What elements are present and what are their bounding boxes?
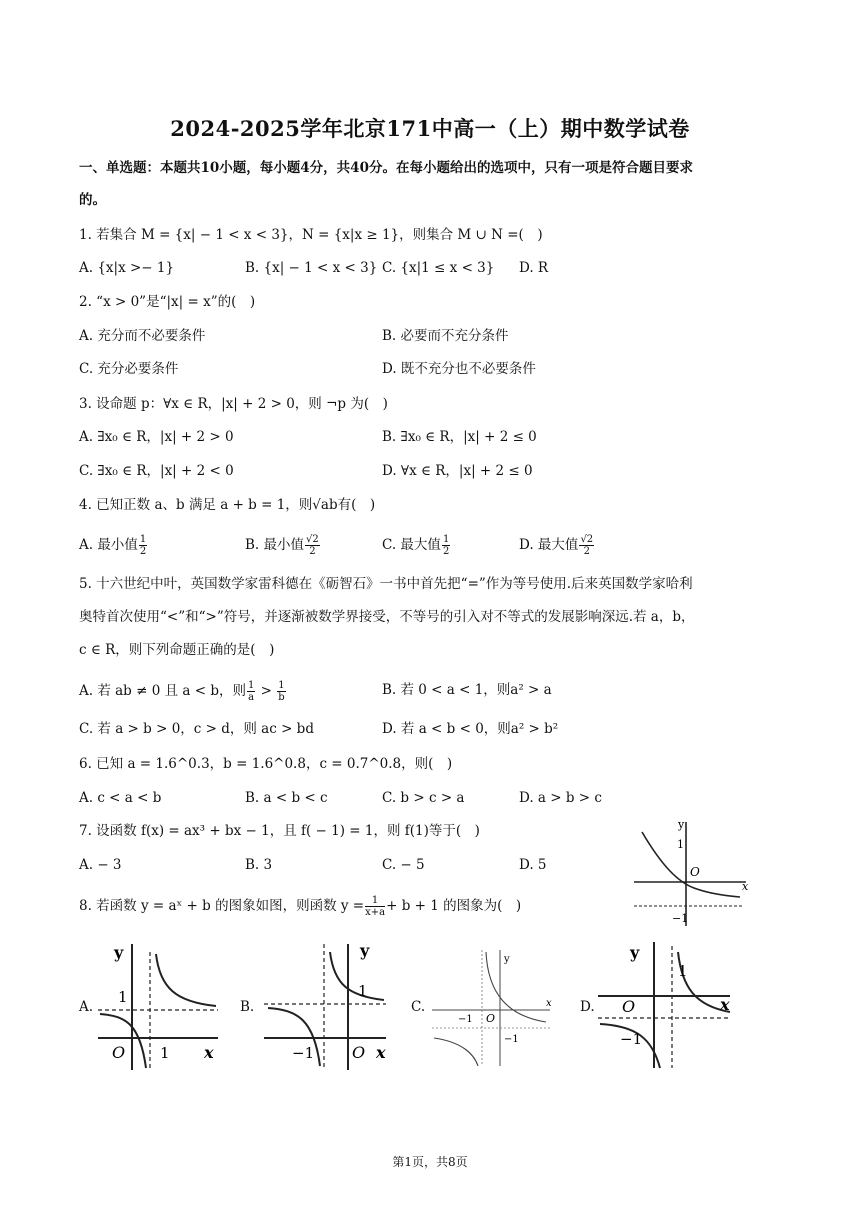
greater-than-sign: >	[260, 683, 272, 699]
q2-stem: 2. “x > 0”是“|x| = x”的( )	[79, 294, 256, 310]
fraction	[139, 534, 147, 557]
q1-stem: 1. 若集合 M = {x| − 1 < x < 3}，N = {x|x ≥ 1}，则集合 M ∪ N =( )	[79, 227, 543, 243]
q5-stem-line1: 5. 十六世纪中叶，英国数学家雷科德在《砺智石》一书中首先把“=”作为等号使用.后来英国数学家哈利	[79, 576, 693, 592]
q8-graph-a	[96, 938, 224, 1072]
q6-option-c: C. b > c > a	[382, 790, 465, 806]
q4-option-a	[79, 534, 148, 557]
q3-option-c: C. ∃x₀ ∈ R，|x| + 2 < 0	[79, 463, 234, 479]
y-label: y	[114, 943, 124, 962]
tick-1-label: 1	[358, 982, 368, 1000]
fraction-numerator: 1	[139, 534, 147, 545]
x-label: x	[376, 1043, 386, 1062]
page-title: 2024-2025学年北京171中高一（上）期中数学试卷	[170, 116, 690, 141]
q7-option-d: D. 5	[519, 857, 547, 873]
fraction-denominator: b	[278, 692, 285, 703]
y-label: y	[678, 818, 685, 831]
origin-label: O	[486, 1012, 496, 1025]
fraction	[365, 895, 385, 918]
curve-right	[156, 954, 216, 1006]
origin-label: O	[690, 865, 700, 879]
page-footer: 第1页，共8页	[392, 1155, 468, 1169]
section-heading: 一、单选题：本题共10小题，每小题4分，共40分。在每小题给出的选项中，只有一项是符合题目要求	[79, 160, 693, 176]
tick-1-label: 1	[678, 962, 688, 980]
q4-option-d-text: D. 最大值	[519, 537, 579, 553]
origin-label: O	[112, 1043, 126, 1062]
q1-option-b: B. {x| − 1 < x < 3}	[245, 260, 378, 276]
tick-1-x-label: 1	[160, 1044, 170, 1062]
q8-option-c-label: C.	[411, 999, 426, 1015]
q7-stem: 7. 设函数 f(x) = ax³ + bx − 1，且 f( − 1) = 1，则 f(1)等于( )	[79, 823, 480, 839]
tick-1-label: 1	[118, 988, 128, 1006]
q5-option-a-text: A. 若 ab ≠ 0 且 a < b，则	[79, 683, 246, 699]
fraction-denominator: x+a	[365, 907, 386, 918]
q4-option-c-text: C. 最大值	[382, 537, 441, 553]
origin-label: O	[622, 997, 636, 1016]
tick-neg1-label: −1	[620, 1030, 643, 1048]
q8-option-b-label: B.	[240, 999, 255, 1015]
q5-option-a	[79, 680, 287, 703]
q4-option-c	[382, 534, 451, 557]
fraction-numerator: √2	[306, 534, 319, 545]
tick-neg1-y-label: −1	[504, 1034, 519, 1045]
tick-neg1-label: −1	[292, 1044, 315, 1062]
q3-option-d: D. ∀x ∈ R，|x| + 2 ≤ 0	[382, 463, 533, 479]
fraction-numerator: √2	[580, 534, 594, 545]
y-label: y	[360, 941, 370, 960]
q3-option-b: B. ∃x₀ ∈ R，|x| + 2 ≤ 0	[382, 429, 537, 445]
fraction-denominator: 2	[309, 546, 316, 557]
fraction-denominator: 2	[442, 546, 450, 557]
tick-neg1-label: −1	[672, 912, 689, 925]
tick-neg1-x-label: −1	[458, 1014, 473, 1025]
q1-option-a: A. {x|x >− 1}	[79, 260, 175, 276]
x-label: x	[204, 1043, 214, 1062]
q1-option-d: D. R	[519, 260, 549, 276]
x-label: x	[546, 998, 552, 1009]
q4-option-b	[245, 534, 321, 557]
q2-option-d: D. 既不充分也不必要条件	[382, 361, 536, 377]
q8-option-a-label: A.	[79, 999, 94, 1015]
q4-option-d	[519, 534, 595, 557]
exponential-graph-figure	[628, 818, 754, 930]
fraction-numerator: 1	[442, 534, 450, 545]
q7-option-b: B. 3	[245, 857, 273, 873]
q2-option-a: A. 充分而不必要条件	[79, 328, 206, 344]
x-label: x	[720, 995, 730, 1014]
q8-graph-d	[596, 936, 736, 1072]
q7-option-a: A. − 3	[79, 857, 122, 873]
q6-option-d: D. a > b > c	[519, 790, 602, 806]
x-label: x	[742, 880, 749, 893]
fraction-numerator: 1	[365, 895, 385, 907]
section-heading-cont: 的。	[79, 192, 106, 208]
fraction-denominator: 2	[139, 546, 147, 557]
fraction-denominator: a	[248, 692, 255, 703]
tick-1-label: 1	[677, 838, 684, 851]
q8-stem-post: + b + 1 的图象为( )	[386, 898, 522, 914]
q3-stem: 3. 设命题 p：∀x ∈ R，|x| + 2 > 0，则 ¬p 为( )	[79, 396, 388, 412]
y-label: y	[630, 943, 640, 962]
q5-stem-line2: 奥特首次使用“<”和“>”符号，并逐渐被数学界接受，不等号的引入对不等式的发展影响深远.若 a，b，	[79, 609, 695, 625]
fraction	[305, 534, 320, 557]
q6-stem: 6. 已知 a = 1.6^0.3，b = 1.6^0.8，c = 0.7^0.8，则( )	[79, 756, 453, 772]
fraction-numerator: 1	[278, 680, 285, 691]
q2-option-c: C. 充分必要条件	[79, 361, 179, 377]
q4-stem: 4. 已知正数 a、b 满足 a + b = 1，则√ab有( )	[79, 497, 376, 513]
q6-option-b: B. a < b < c	[245, 790, 328, 806]
q3-option-a: A. ∃x₀ ∈ R，|x| + 2 > 0	[79, 429, 234, 445]
fraction	[277, 680, 285, 703]
fraction	[442, 534, 450, 557]
fraction	[579, 534, 594, 557]
q8-graph-b	[262, 938, 392, 1072]
q4-option-b-text: B. 最小值	[245, 537, 305, 553]
fraction-denominator: 2	[583, 546, 590, 557]
y-label: y	[504, 954, 510, 965]
q5-option-b: B. 若 0 < a < 1，则a² > a	[382, 682, 552, 698]
fraction-numerator: 1	[247, 680, 255, 691]
q7-option-c: C. − 5	[382, 857, 425, 873]
q2-option-b: B. 必要而不充分条件	[382, 328, 509, 344]
origin-label: O	[352, 1043, 366, 1062]
q6-option-a: A. c < a < b	[79, 790, 162, 806]
curve-left	[434, 1038, 478, 1066]
q8-graph-c	[428, 946, 556, 1070]
q5-option-c: C. 若 a > b > 0，c > d，则 ac > bd	[79, 721, 314, 737]
q5-stem-line3: c ∈ R，则下列命题正确的是( )	[79, 642, 275, 658]
fraction	[247, 680, 255, 703]
q4-option-a-text: A. 最小值	[79, 537, 138, 553]
q8-stem-pre: 8. 若函数 y = aˣ + b 的图象如图，则函数 y =	[79, 898, 365, 914]
q8-stem	[79, 895, 521, 918]
q1-option-c: C. {x|1 ≤ x < 3}	[382, 260, 495, 276]
q5-option-d: D. 若 a < b < 0，则a² > b²	[382, 721, 559, 737]
q8-option-d-label: D.	[580, 999, 595, 1015]
curve-right	[330, 952, 384, 1000]
